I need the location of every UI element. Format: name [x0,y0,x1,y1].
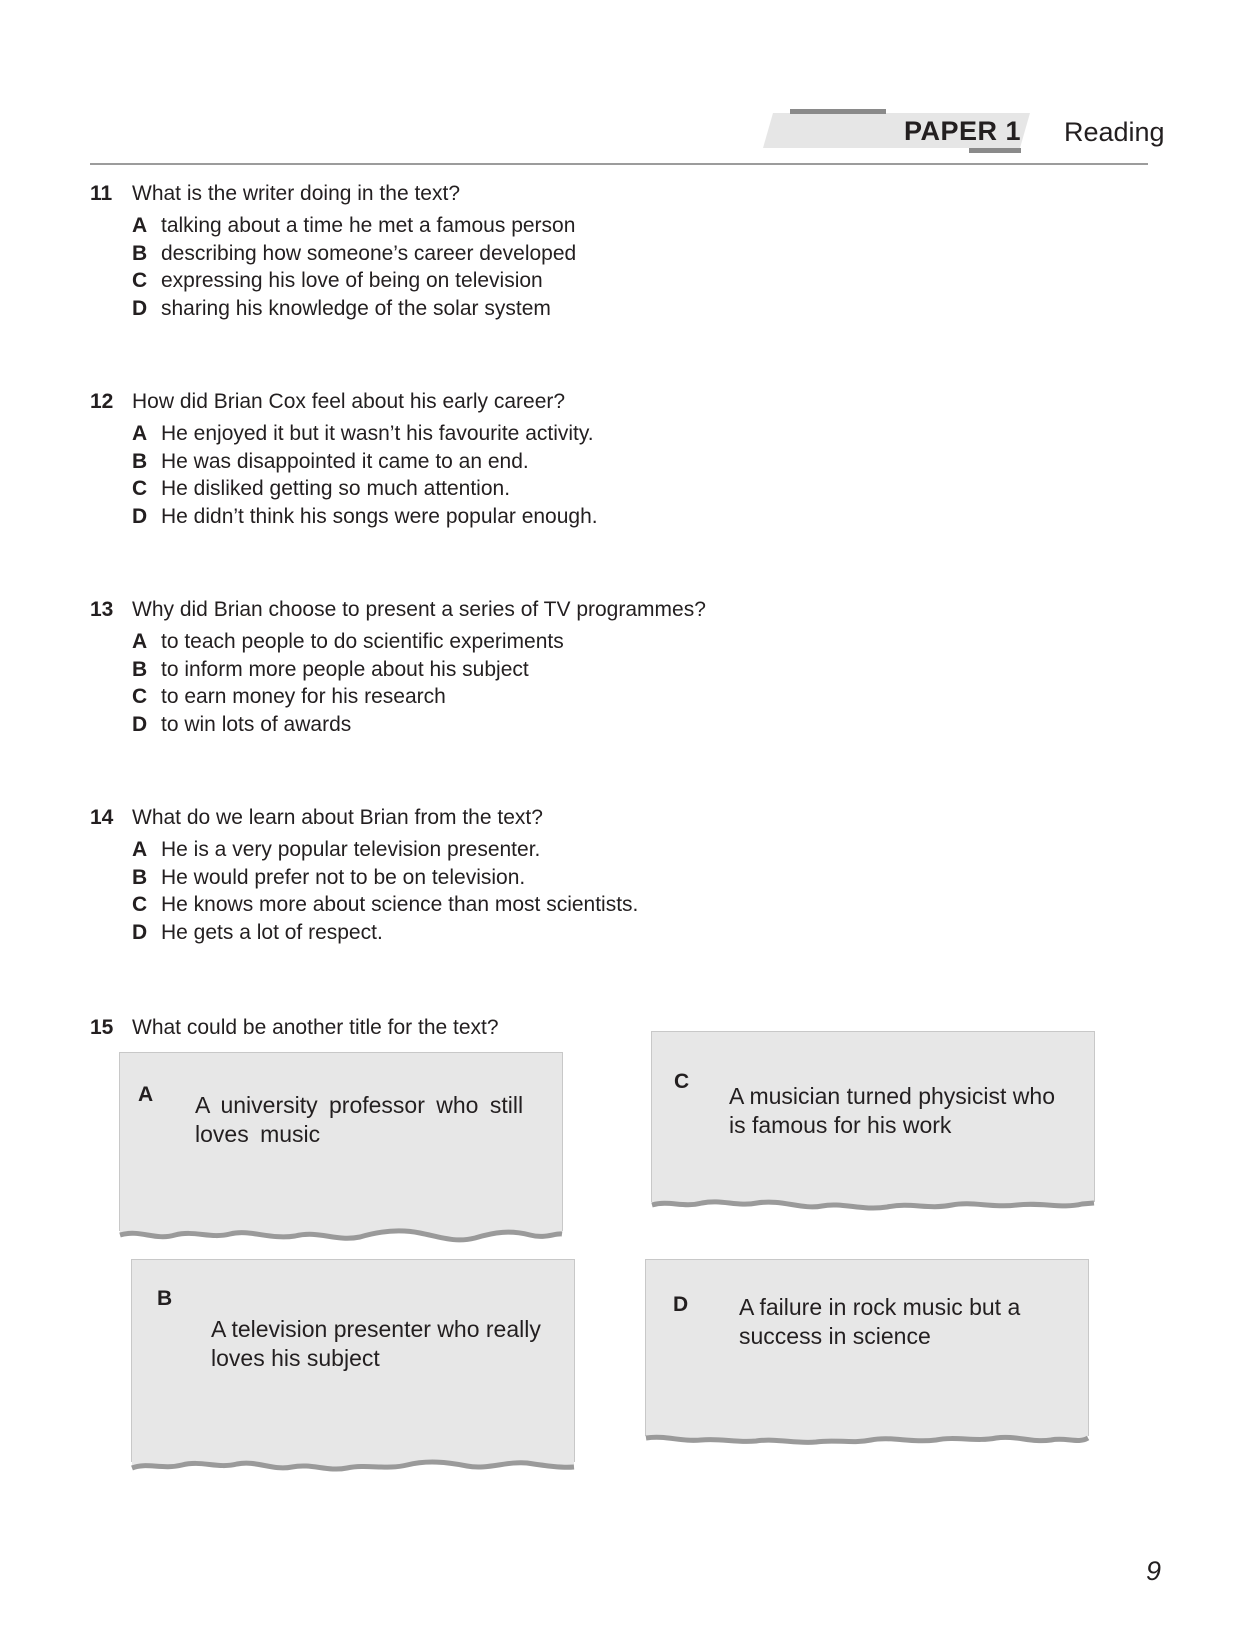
option-c [132,269,790,297]
card-letter: A [138,1083,154,1106]
option-letter: A [132,838,148,861]
card-text-line: A failure in rock music but a [739,1294,1021,1320]
option-text: to teach people to do scientific experiments [161,630,564,653]
option-letter: C [132,477,148,500]
option-letter: D [132,296,148,320]
title-card-a [119,1052,563,1231]
option-a [132,214,790,242]
option-text: He didn’t think his songs were popular enough. [161,504,598,528]
option-c [132,685,790,713]
title-card-c [651,1031,1095,1202]
option-text: talking about a time he met a famous person [161,214,576,237]
card-text-line: A television presenter who really [211,1316,541,1342]
card-text [211,1315,541,1373]
option-c [132,893,790,921]
option-d [132,713,790,741]
option-b [132,450,790,478]
card-text-line: is famous for his work [729,1112,952,1138]
option-letter: A [132,630,148,653]
question-text: How did Brian Cox feel about his early career? [132,390,566,413]
option-text: He disliked getting so much attention. [161,477,511,500]
question-number: 14 [90,806,114,829]
option-text: sharing his knowledge of the solar system [161,296,551,320]
card-letter: D [673,1293,689,1316]
torn-edge [646,1426,1088,1452]
option-letter: B [132,865,148,889]
question-text: What could be another title for the text? [132,1016,499,1039]
card-text-line: loves his subject [211,1345,380,1371]
paper-label: PAPER 1 [904,116,1022,146]
option-text: to inform more people about his subject [161,657,529,681]
option-text: to win lots of awards [161,712,352,736]
header-accent-bar [790,109,886,114]
question-text: Why did Brian choose to present a series of TV programmes? [132,598,706,621]
option-letter: C [132,893,148,916]
option-text: He was disappointed it came to an end. [161,449,529,473]
title-card-b [131,1259,575,1462]
option-text: expressing his love of being on television [161,269,543,292]
section-label: Reading [1064,117,1165,147]
torn-edge [120,1221,562,1247]
option-b [132,242,790,270]
torn-edge [132,1452,574,1478]
header-divider [90,163,1148,165]
card-text-line: success in science [739,1323,931,1349]
torn-edge [652,1192,1094,1218]
question-12 [90,390,790,532]
question-14 [90,806,790,948]
page-number: 9 [1146,1556,1162,1586]
question-number: 13 [90,598,114,621]
question-number: 11 [90,182,113,205]
option-letter: B [132,241,148,265]
option-letter: A [132,214,148,237]
option-d [132,297,790,325]
option-b [132,658,790,686]
option-text: He would prefer not to be on television. [161,865,526,889]
option-text: He enjoyed it but it wasn’t his favourite activity. [161,422,594,445]
option-d [132,921,790,949]
card-text [195,1091,523,1149]
option-letter: A [132,422,148,445]
option-text: He is a very popular television presenter. [161,838,541,861]
card-text-line: A musician turned physicist who [729,1083,1055,1109]
option-a [132,422,790,450]
option-letter: B [132,449,148,473]
option-d [132,505,790,533]
card-text-line: A university professor who still [195,1092,524,1118]
question-text: What do we learn about Brian from the text? [132,806,543,829]
option-text: describing how someone’s career developed [161,241,577,265]
question-11 [90,182,790,324]
card-letter: C [674,1070,690,1093]
option-text: He gets a lot of respect. [161,920,383,944]
card-text [739,1293,1020,1351]
option-text: to earn money for his research [161,685,446,708]
card-text [729,1082,1055,1140]
question-number: 15 [90,1016,114,1039]
option-c [132,477,790,505]
option-a [132,838,790,866]
question-13 [90,598,790,740]
option-b [132,866,790,894]
option-letter: C [132,685,148,708]
question-text: What is the writer doing in the text? [132,182,460,205]
card-letter: B [157,1287,173,1310]
question-number: 12 [90,390,114,413]
option-letter: C [132,269,148,292]
option-letter: D [132,712,148,736]
option-letter: B [132,657,148,681]
option-a [132,630,790,658]
option-letter: D [132,920,148,944]
option-letter: D [132,504,148,528]
title-card-d [645,1259,1089,1436]
card-text-line: loves music [195,1121,321,1147]
option-text: He knows more about science than most scientists. [161,893,639,916]
